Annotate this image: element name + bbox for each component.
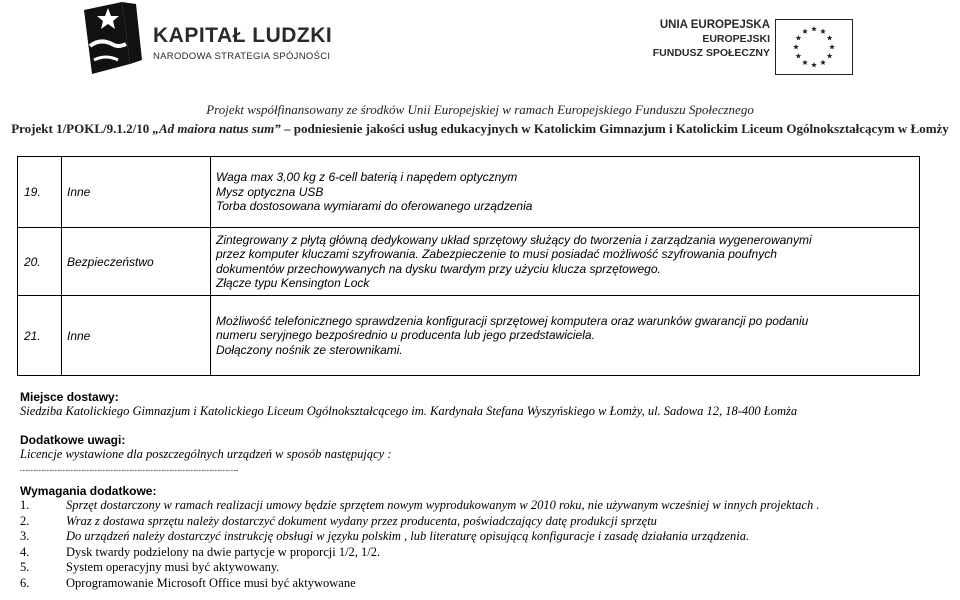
table-row — [18, 228, 920, 296]
row-number: 19. — [18, 157, 62, 228]
list-item: 5. System operacyjny musi być aktywowany. — [20, 560, 280, 574]
row-description — [211, 157, 920, 228]
kapital-ludzki-emblem-icon — [78, 2, 144, 92]
kapital-ludzki-logo — [78, 2, 348, 94]
eu-line-3: FUNDUSZ SPOŁECZNY — [652, 47, 770, 59]
description-line: Dołączony nośnik ze sterownikami. — [216, 342, 403, 357]
notes-label: Dodatkowe uwagi: — [20, 433, 126, 447]
specification-table — [17, 156, 920, 376]
eu-logo — [650, 18, 860, 80]
row-number: 21. — [18, 296, 62, 376]
delivery-text: Siedziba Katolickiego Gimnazjum i Katolickiego Liceum Ogólnokształcącego im. Kardynała Stefana Wyszyńskiego w Łomży, ul. Sadowa 12, 18-400 Łomża — [20, 404, 798, 418]
notes-text: Licencje wystawione dla poszczególnych urządzeń w sposób następujący : — [20, 447, 392, 461]
description-line: dokumentów przechowywanych na dysku twardym przy użyciu klucza sprzętowego. — [216, 261, 661, 276]
table-row — [18, 296, 920, 376]
row-description — [211, 228, 920, 296]
project-title-line — [0, 121, 960, 137]
project-motto: „Ad maiora natus sum” — [152, 121, 281, 136]
notes-dots: ………………………………………………………………………. — [20, 463, 239, 473]
kapital-ludzki-title: KAPITAŁ LUDZKI — [153, 24, 333, 47]
description-line: numeru seryjnego bezpośrednio u producenta lub jego przedstawiciela. — [216, 328, 595, 343]
list-item: 4. Dysk twardy podzielony na dwie partycje w proporcji 1/2, 1/2. — [20, 544, 381, 559]
description-line: Możliwość telefonicznego sprawdzenia konfiguracji sprzętowej komputera oraz warunków gwarancji po podaniu — [216, 313, 809, 328]
description-line: Zintegrowany z płytą główną dedykowany układ sprzętowy służący do tworzenia i zarządzania wygenerowanymi — [216, 232, 812, 247]
list-item: 2. Wraz z dostawa sprzętu należy dostarczyć dokument wydany przez producenta, poświadczający datę produkcji sprzętu — [20, 513, 657, 528]
footer-section — [20, 390, 940, 591]
project-description: – podniesienie jakości usług edukacyjnych w Katolickim Gimnazjum i Katolickim Liceum Ogólnokształcącym w Łomży — [280, 121, 949, 136]
description-line: Złącze typu Kensington Lock — [216, 276, 370, 290]
table-row — [18, 157, 920, 228]
description-line: Waga max 3,00 kg z 6-cell baterią i napędem optycznym — [216, 170, 518, 185]
requirements-label: Wymagania dodatkowe: — [20, 484, 157, 498]
requirements-list — [20, 498, 940, 591]
description-line: Mysz optyczna USB — [216, 184, 324, 199]
description-line: Torba dostosowana wymiarami do oferowanego urządzenia — [216, 199, 533, 214]
eu-logo-text — [650, 18, 770, 60]
kapital-ludzki-subtitle: NARODOWA STRATEGIA SPÓJNOŚCI — [153, 51, 331, 62]
eu-line-2: EUROPEJSKI — [702, 33, 770, 45]
list-item: 3. Do urządzeń należy dostarczyć instrukcję obsługi w języku polskim , lub literaturę opisującą konfiguracje i zasadę działania urządzenia. — [20, 529, 750, 543]
delivery-label: Miejsce dostawy: — [20, 390, 119, 404]
eu-line-1: UNIA EUROPEJSKA — [659, 19, 770, 31]
list-item: 1. Sprzęt dostarczony w ramach realizacji umowy będzie sprzętem nowym wyprodukowanym w 2010 roku, nie używanym wcześniej w innych projektach . — [20, 498, 820, 512]
list-item: 6. Oprogramowanie Microsoft Office musi być aktywowane — [20, 575, 356, 590]
row-description — [211, 296, 920, 376]
project-cofinancing-line: Projekt współfinansowany ze środków Unii Europejskiej w ramach Europejskiego Funduszu Społecznego — [206, 102, 754, 117]
row-category: Inne — [62, 157, 211, 228]
description-line: przez komputer kluczami szyfrowania. Zabezpieczenie to musi posiadać możliwość szyfrowania poufnych — [216, 247, 777, 261]
row-number: 20. — [18, 228, 62, 296]
row-category: Bezpieczeństwo — [62, 228, 211, 296]
project-number: Projekt 1/POKL/9.1.2/10 — [11, 121, 153, 136]
row-category: Inne — [62, 296, 211, 376]
eu-flag-icon — [775, 19, 853, 75]
